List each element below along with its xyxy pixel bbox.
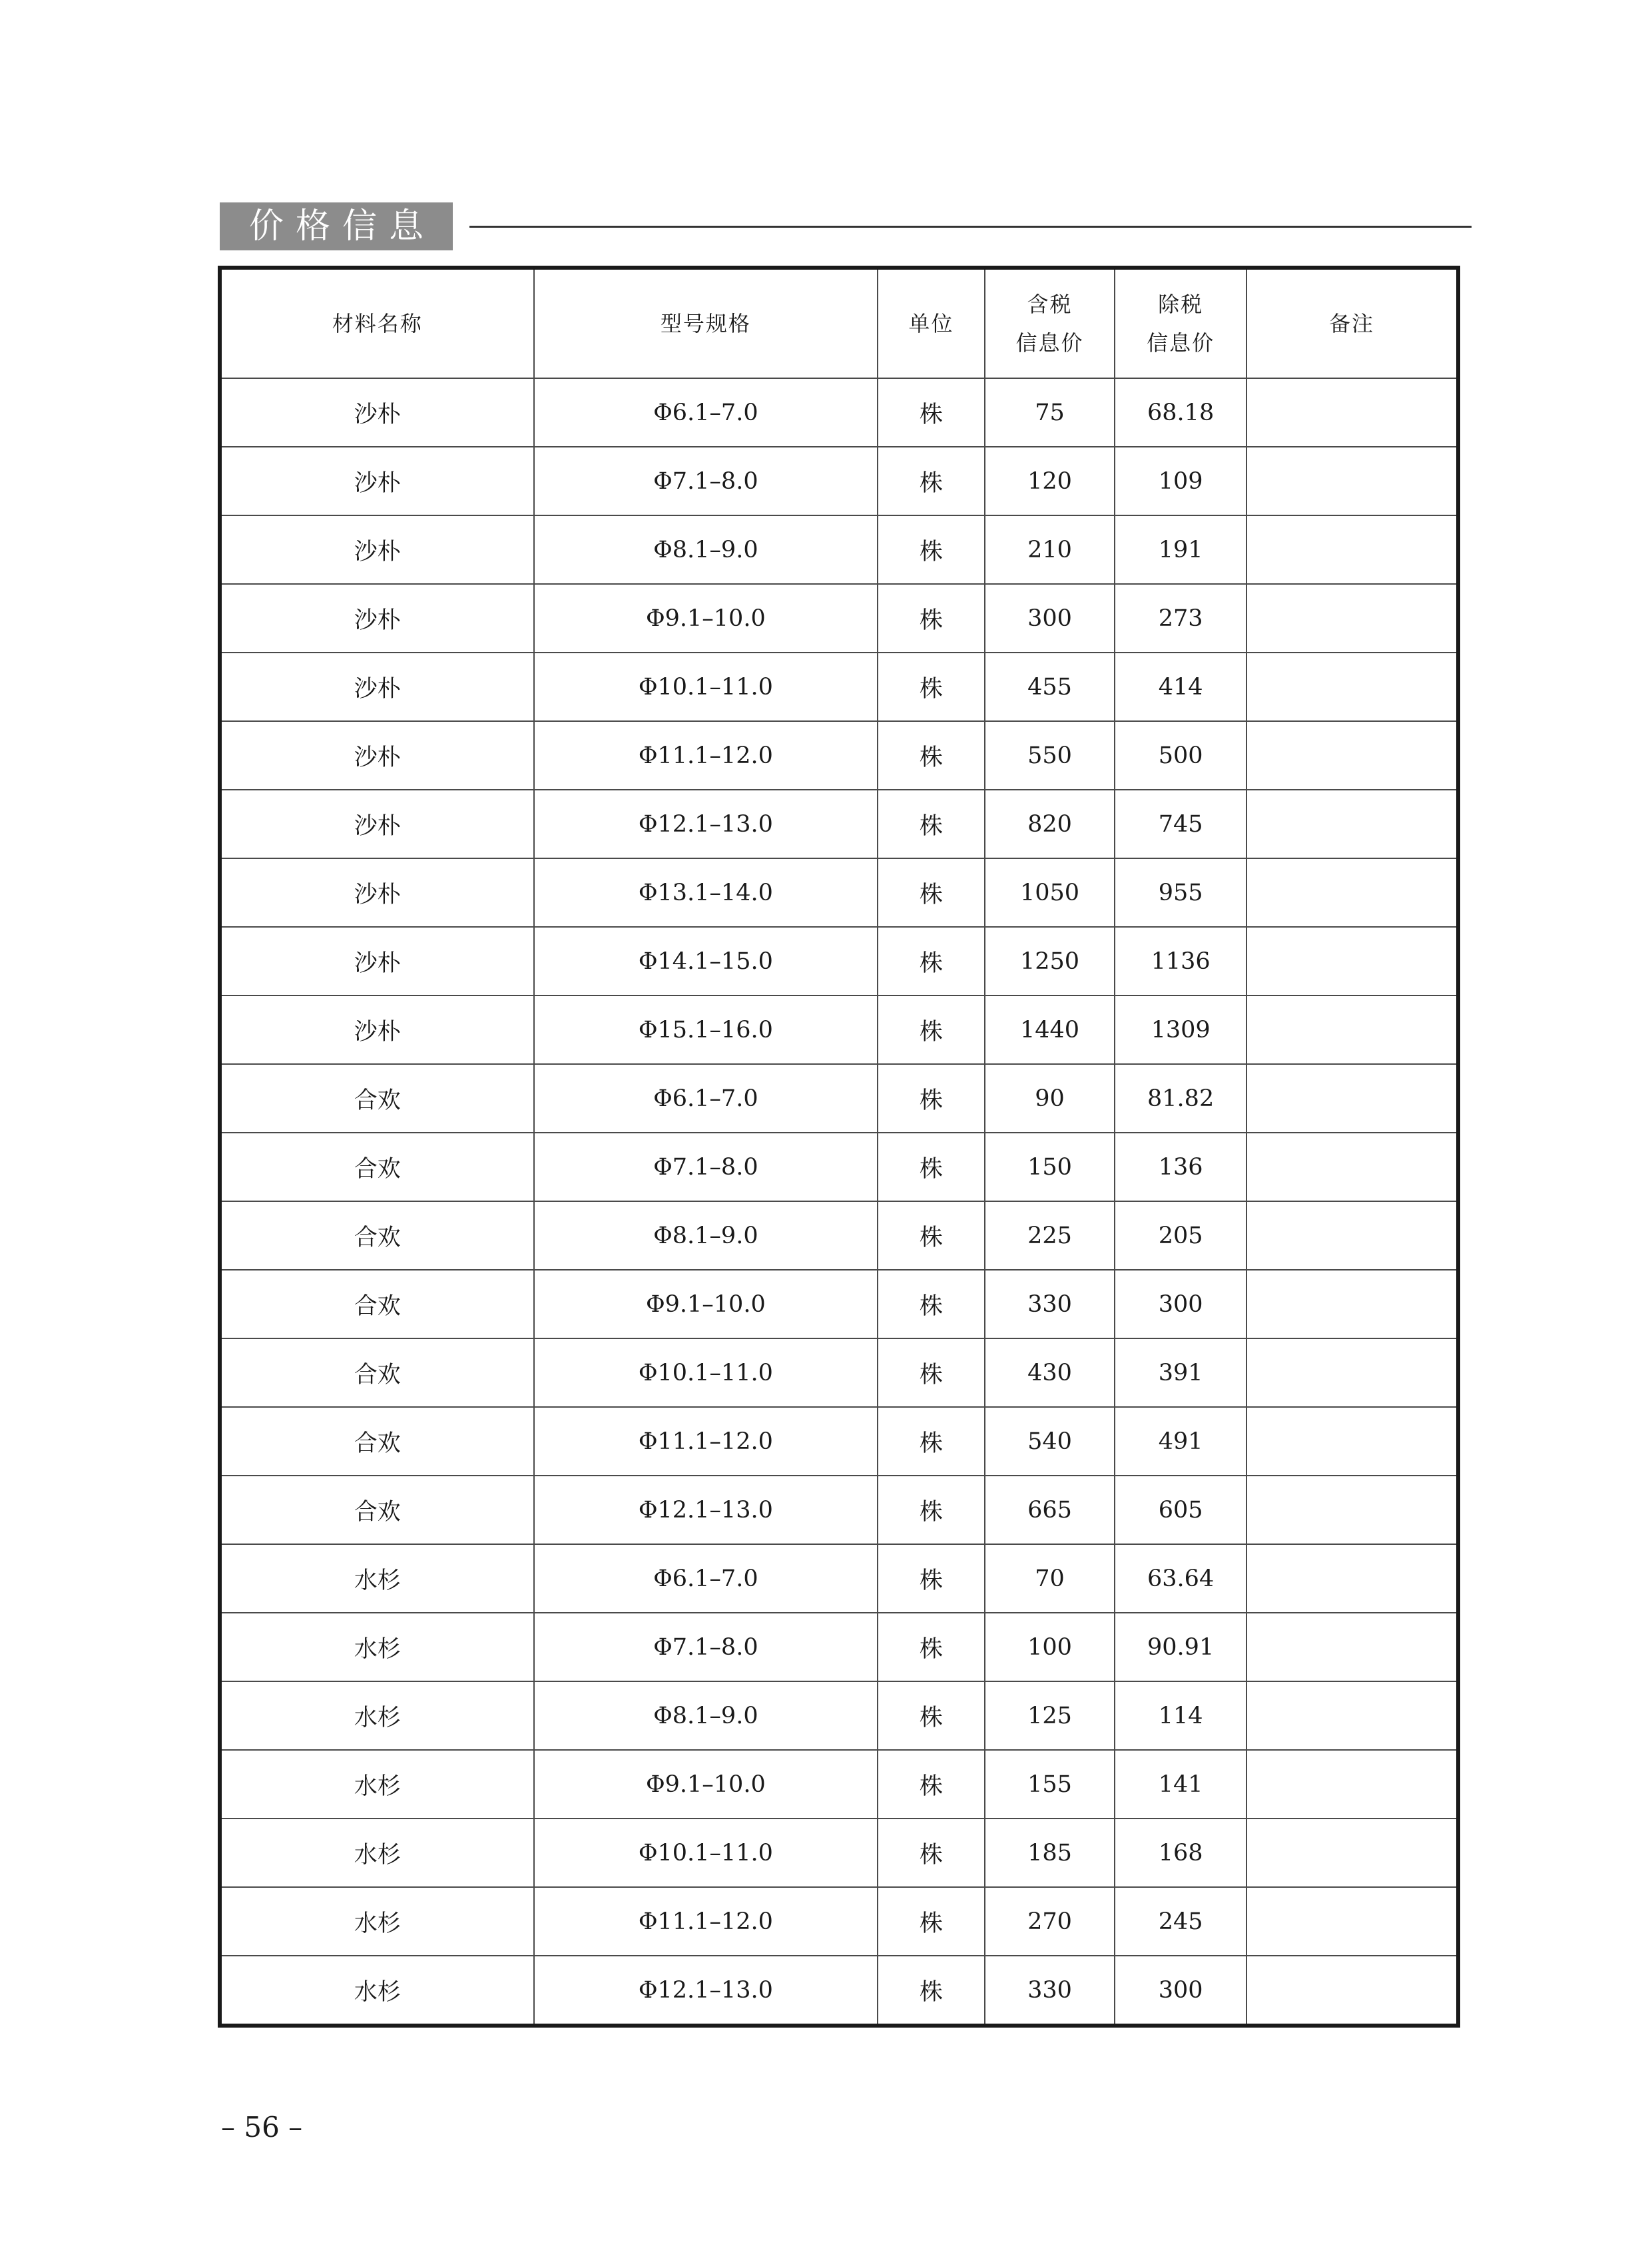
- cell-unit: 株: [878, 927, 985, 995]
- cell-tax-incl: 1440: [985, 995, 1115, 1064]
- cell-tax-excl: 114: [1115, 1681, 1246, 1750]
- cell-spec: Φ10.1–11.0: [534, 1819, 878, 1887]
- cell-name: 合欢: [220, 1407, 534, 1476]
- cell-tax-incl: 540: [985, 1407, 1115, 1476]
- table-row: [220, 995, 1458, 1064]
- cell-tax-incl: 120: [985, 447, 1115, 515]
- cell-tax-incl: 100: [985, 1613, 1115, 1681]
- cell-tax-excl: 109: [1115, 447, 1246, 515]
- cell-remark: [1246, 721, 1458, 790]
- col-header-spec: 型号规格: [534, 268, 878, 378]
- cell-tax-incl: 210: [985, 515, 1115, 584]
- table-row: [220, 927, 1458, 995]
- cell-unit: 株: [878, 1270, 985, 1338]
- cell-tax-excl: 491: [1115, 1407, 1246, 1476]
- cell-tax-incl: 300: [985, 584, 1115, 653]
- table-row: [220, 1201, 1458, 1270]
- cell-unit: 株: [878, 1544, 985, 1613]
- cell-name: 合欢: [220, 1133, 534, 1201]
- table-row: [220, 584, 1458, 653]
- cell-name: 沙朴: [220, 790, 534, 858]
- cell-name: 合欢: [220, 1064, 534, 1133]
- cell-tax-incl: 225: [985, 1201, 1115, 1270]
- table-row: [220, 1338, 1458, 1407]
- cell-spec: Φ10.1–11.0: [534, 653, 878, 721]
- cell-name: 水杉: [220, 1750, 534, 1819]
- cell-unit: 株: [878, 653, 985, 721]
- col-header-tax-incl: [985, 268, 1115, 378]
- table-body: [220, 378, 1458, 2026]
- cell-name: 合欢: [220, 1201, 534, 1270]
- cell-tax-excl: 90.91: [1115, 1613, 1246, 1681]
- cell-name: 水杉: [220, 1956, 534, 2026]
- cell-name: 沙朴: [220, 653, 534, 721]
- cell-name: 合欢: [220, 1476, 534, 1544]
- table-row: [220, 1476, 1458, 1544]
- cell-remark: [1246, 515, 1458, 584]
- cell-spec: Φ9.1–10.0: [534, 1750, 878, 1819]
- cell-unit: 株: [878, 790, 985, 858]
- col-header-tax-excl: [1115, 268, 1246, 378]
- cell-tax-incl: 70: [985, 1544, 1115, 1613]
- table-row: [220, 858, 1458, 927]
- cell-unit: 株: [878, 1407, 985, 1476]
- cell-tax-excl: 1136: [1115, 927, 1246, 995]
- cell-name: 合欢: [220, 1338, 534, 1407]
- cell-remark: [1246, 1544, 1458, 1613]
- cell-unit: 株: [878, 447, 985, 515]
- cell-remark: [1246, 1476, 1458, 1544]
- cell-remark: [1246, 1750, 1458, 1819]
- cell-tax-excl: 500: [1115, 721, 1246, 790]
- table-row: [220, 1270, 1458, 1338]
- cell-unit: 株: [878, 1956, 985, 2026]
- cell-unit: 株: [878, 515, 985, 584]
- cell-unit: 株: [878, 378, 985, 447]
- cell-spec: Φ12.1–13.0: [534, 1476, 878, 1544]
- cell-unit: 株: [878, 1476, 985, 1544]
- cell-remark: [1246, 1407, 1458, 1476]
- cell-tax-excl: 414: [1115, 653, 1246, 721]
- page-number: – 56 –: [221, 2111, 303, 2143]
- cell-tax-excl: 205: [1115, 1201, 1246, 1270]
- cell-remark: [1246, 1681, 1458, 1750]
- cell-remark: [1246, 447, 1458, 515]
- cell-name: 水杉: [220, 1681, 534, 1750]
- cell-name: 沙朴: [220, 858, 534, 927]
- cell-name: 水杉: [220, 1819, 534, 1887]
- cell-tax-incl: 270: [985, 1887, 1115, 1956]
- cell-spec: Φ12.1–13.0: [534, 790, 878, 858]
- cell-tax-incl: 185: [985, 1819, 1115, 1887]
- cell-remark: [1246, 584, 1458, 653]
- table-header: [220, 268, 1458, 378]
- cell-spec: Φ11.1–12.0: [534, 1887, 878, 1956]
- cell-unit: 株: [878, 1681, 985, 1750]
- table-row: [220, 1613, 1458, 1681]
- table-row: [220, 447, 1458, 515]
- cell-unit: 株: [878, 995, 985, 1064]
- col-header-tax-excl-line2: 信息价: [1147, 330, 1215, 356]
- cell-tax-incl: 1050: [985, 858, 1115, 927]
- cell-remark: [1246, 1201, 1458, 1270]
- cell-remark: [1246, 1133, 1458, 1201]
- cell-spec: Φ12.1–13.0: [534, 1956, 878, 2026]
- cell-name: 沙朴: [220, 447, 534, 515]
- cell-tax-incl: 430: [985, 1338, 1115, 1407]
- cell-tax-excl: 81.82: [1115, 1064, 1246, 1133]
- cell-remark: [1246, 927, 1458, 995]
- cell-unit: 株: [878, 1201, 985, 1270]
- cell-spec: Φ11.1–12.0: [534, 1407, 878, 1476]
- cell-unit: 株: [878, 1613, 985, 1681]
- cell-remark: [1246, 1613, 1458, 1681]
- cell-tax-excl: 955: [1115, 858, 1246, 927]
- cell-unit: 株: [878, 1750, 985, 1819]
- cell-name: 水杉: [220, 1887, 534, 1956]
- cell-remark: [1246, 653, 1458, 721]
- table-row: [220, 1956, 1458, 2026]
- cell-remark: [1246, 1956, 1458, 2026]
- table-row: [220, 378, 1458, 447]
- cell-name: 水杉: [220, 1613, 534, 1681]
- cell-spec: Φ9.1–10.0: [534, 1270, 878, 1338]
- table-row: [220, 1819, 1458, 1887]
- cell-tax-excl: 68.18: [1115, 378, 1246, 447]
- cell-spec: Φ6.1–7.0: [534, 378, 878, 447]
- cell-tax-excl: 391: [1115, 1338, 1246, 1407]
- cell-name: 沙朴: [220, 584, 534, 653]
- cell-spec: Φ6.1–7.0: [534, 1544, 878, 1613]
- cell-tax-excl: 245: [1115, 1887, 1246, 1956]
- cell-tax-incl: 150: [985, 1133, 1115, 1201]
- cell-remark: [1246, 378, 1458, 447]
- cell-tax-excl: 168: [1115, 1819, 1246, 1887]
- cell-remark: [1246, 1887, 1458, 1956]
- table-row: [220, 515, 1458, 584]
- cell-unit: 株: [878, 584, 985, 653]
- cell-tax-incl: 1250: [985, 927, 1115, 995]
- col-header-unit: 单位: [878, 268, 985, 378]
- cell-tax-incl: 155: [985, 1750, 1115, 1819]
- cell-tax-excl: 141: [1115, 1750, 1246, 1819]
- cell-tax-incl: 455: [985, 653, 1115, 721]
- cell-remark: [1246, 858, 1458, 927]
- cell-spec: Φ8.1–9.0: [534, 1201, 878, 1270]
- table-row: [220, 1544, 1458, 1613]
- section-divider: [469, 226, 1472, 228]
- cell-name: 沙朴: [220, 721, 534, 790]
- cell-tax-incl: 550: [985, 721, 1115, 790]
- cell-remark: [1246, 1338, 1458, 1407]
- cell-name: 合欢: [220, 1270, 534, 1338]
- cell-tax-excl: 273: [1115, 584, 1246, 653]
- cell-spec: Φ11.1–12.0: [534, 721, 878, 790]
- cell-unit: 株: [878, 1064, 985, 1133]
- cell-spec: Φ8.1–9.0: [534, 1681, 878, 1750]
- cell-tax-incl: 125: [985, 1681, 1115, 1750]
- table-row: [220, 1887, 1458, 1956]
- table-row: [220, 790, 1458, 858]
- cell-remark: [1246, 1819, 1458, 1887]
- cell-spec: Φ13.1–14.0: [534, 858, 878, 927]
- cell-tax-excl: 300: [1115, 1956, 1246, 2026]
- cell-tax-excl: 745: [1115, 790, 1246, 858]
- cell-tax-incl: 820: [985, 790, 1115, 858]
- cell-tax-incl: 330: [985, 1956, 1115, 2026]
- cell-tax-excl: 63.64: [1115, 1544, 1246, 1613]
- header-row: [220, 268, 1458, 378]
- cell-spec: Φ6.1–7.0: [534, 1064, 878, 1133]
- cell-tax-excl: 605: [1115, 1476, 1246, 1544]
- table-row: [220, 653, 1458, 721]
- cell-unit: 株: [878, 1819, 985, 1887]
- cell-tax-incl: 665: [985, 1476, 1115, 1544]
- col-header-remark: 备注: [1246, 268, 1458, 378]
- cell-remark: [1246, 1064, 1458, 1133]
- col-header-tax-incl-line2: 信息价: [1015, 330, 1084, 356]
- cell-unit: 株: [878, 1133, 985, 1201]
- table-row: [220, 1681, 1458, 1750]
- cell-unit: 株: [878, 1338, 985, 1407]
- cell-unit: 株: [878, 1887, 985, 1956]
- cell-name: 沙朴: [220, 378, 534, 447]
- cell-name: 沙朴: [220, 995, 534, 1064]
- table-row: [220, 1750, 1458, 1819]
- price-table: [218, 266, 1460, 2028]
- section-header: [220, 202, 1472, 250]
- cell-spec: Φ9.1–10.0: [534, 584, 878, 653]
- section-title: 价格信息: [220, 202, 453, 250]
- cell-name: 沙朴: [220, 927, 534, 995]
- cell-spec: Φ14.1–15.0: [534, 927, 878, 995]
- col-header-name: 材料名称: [220, 268, 534, 378]
- table-row: [220, 1133, 1458, 1201]
- col-header-tax-incl-line1: 含税: [1027, 292, 1073, 317]
- cell-spec: Φ7.1–8.0: [534, 1613, 878, 1681]
- cell-spec: Φ8.1–9.0: [534, 515, 878, 584]
- table-row: [220, 1407, 1458, 1476]
- cell-tax-excl: 136: [1115, 1133, 1246, 1201]
- cell-tax-incl: 90: [985, 1064, 1115, 1133]
- cell-tax-excl: 300: [1115, 1270, 1246, 1338]
- cell-tax-excl: 191: [1115, 515, 1246, 584]
- cell-spec: Φ15.1–16.0: [534, 995, 878, 1064]
- cell-spec: Φ7.1–8.0: [534, 447, 878, 515]
- cell-unit: 株: [878, 858, 985, 927]
- cell-remark: [1246, 790, 1458, 858]
- cell-name: 沙朴: [220, 515, 534, 584]
- table-row: [220, 721, 1458, 790]
- cell-remark: [1246, 1270, 1458, 1338]
- cell-tax-incl: 330: [985, 1270, 1115, 1338]
- cell-spec: Φ10.1–11.0: [534, 1338, 878, 1407]
- cell-spec: Φ7.1–8.0: [534, 1133, 878, 1201]
- cell-tax-incl: 75: [985, 378, 1115, 447]
- table-row: [220, 1064, 1458, 1133]
- cell-remark: [1246, 995, 1458, 1064]
- cell-unit: 株: [878, 721, 985, 790]
- cell-name: 水杉: [220, 1544, 534, 1613]
- cell-tax-excl: 1309: [1115, 995, 1246, 1064]
- col-header-tax-excl-line1: 除税: [1158, 292, 1204, 317]
